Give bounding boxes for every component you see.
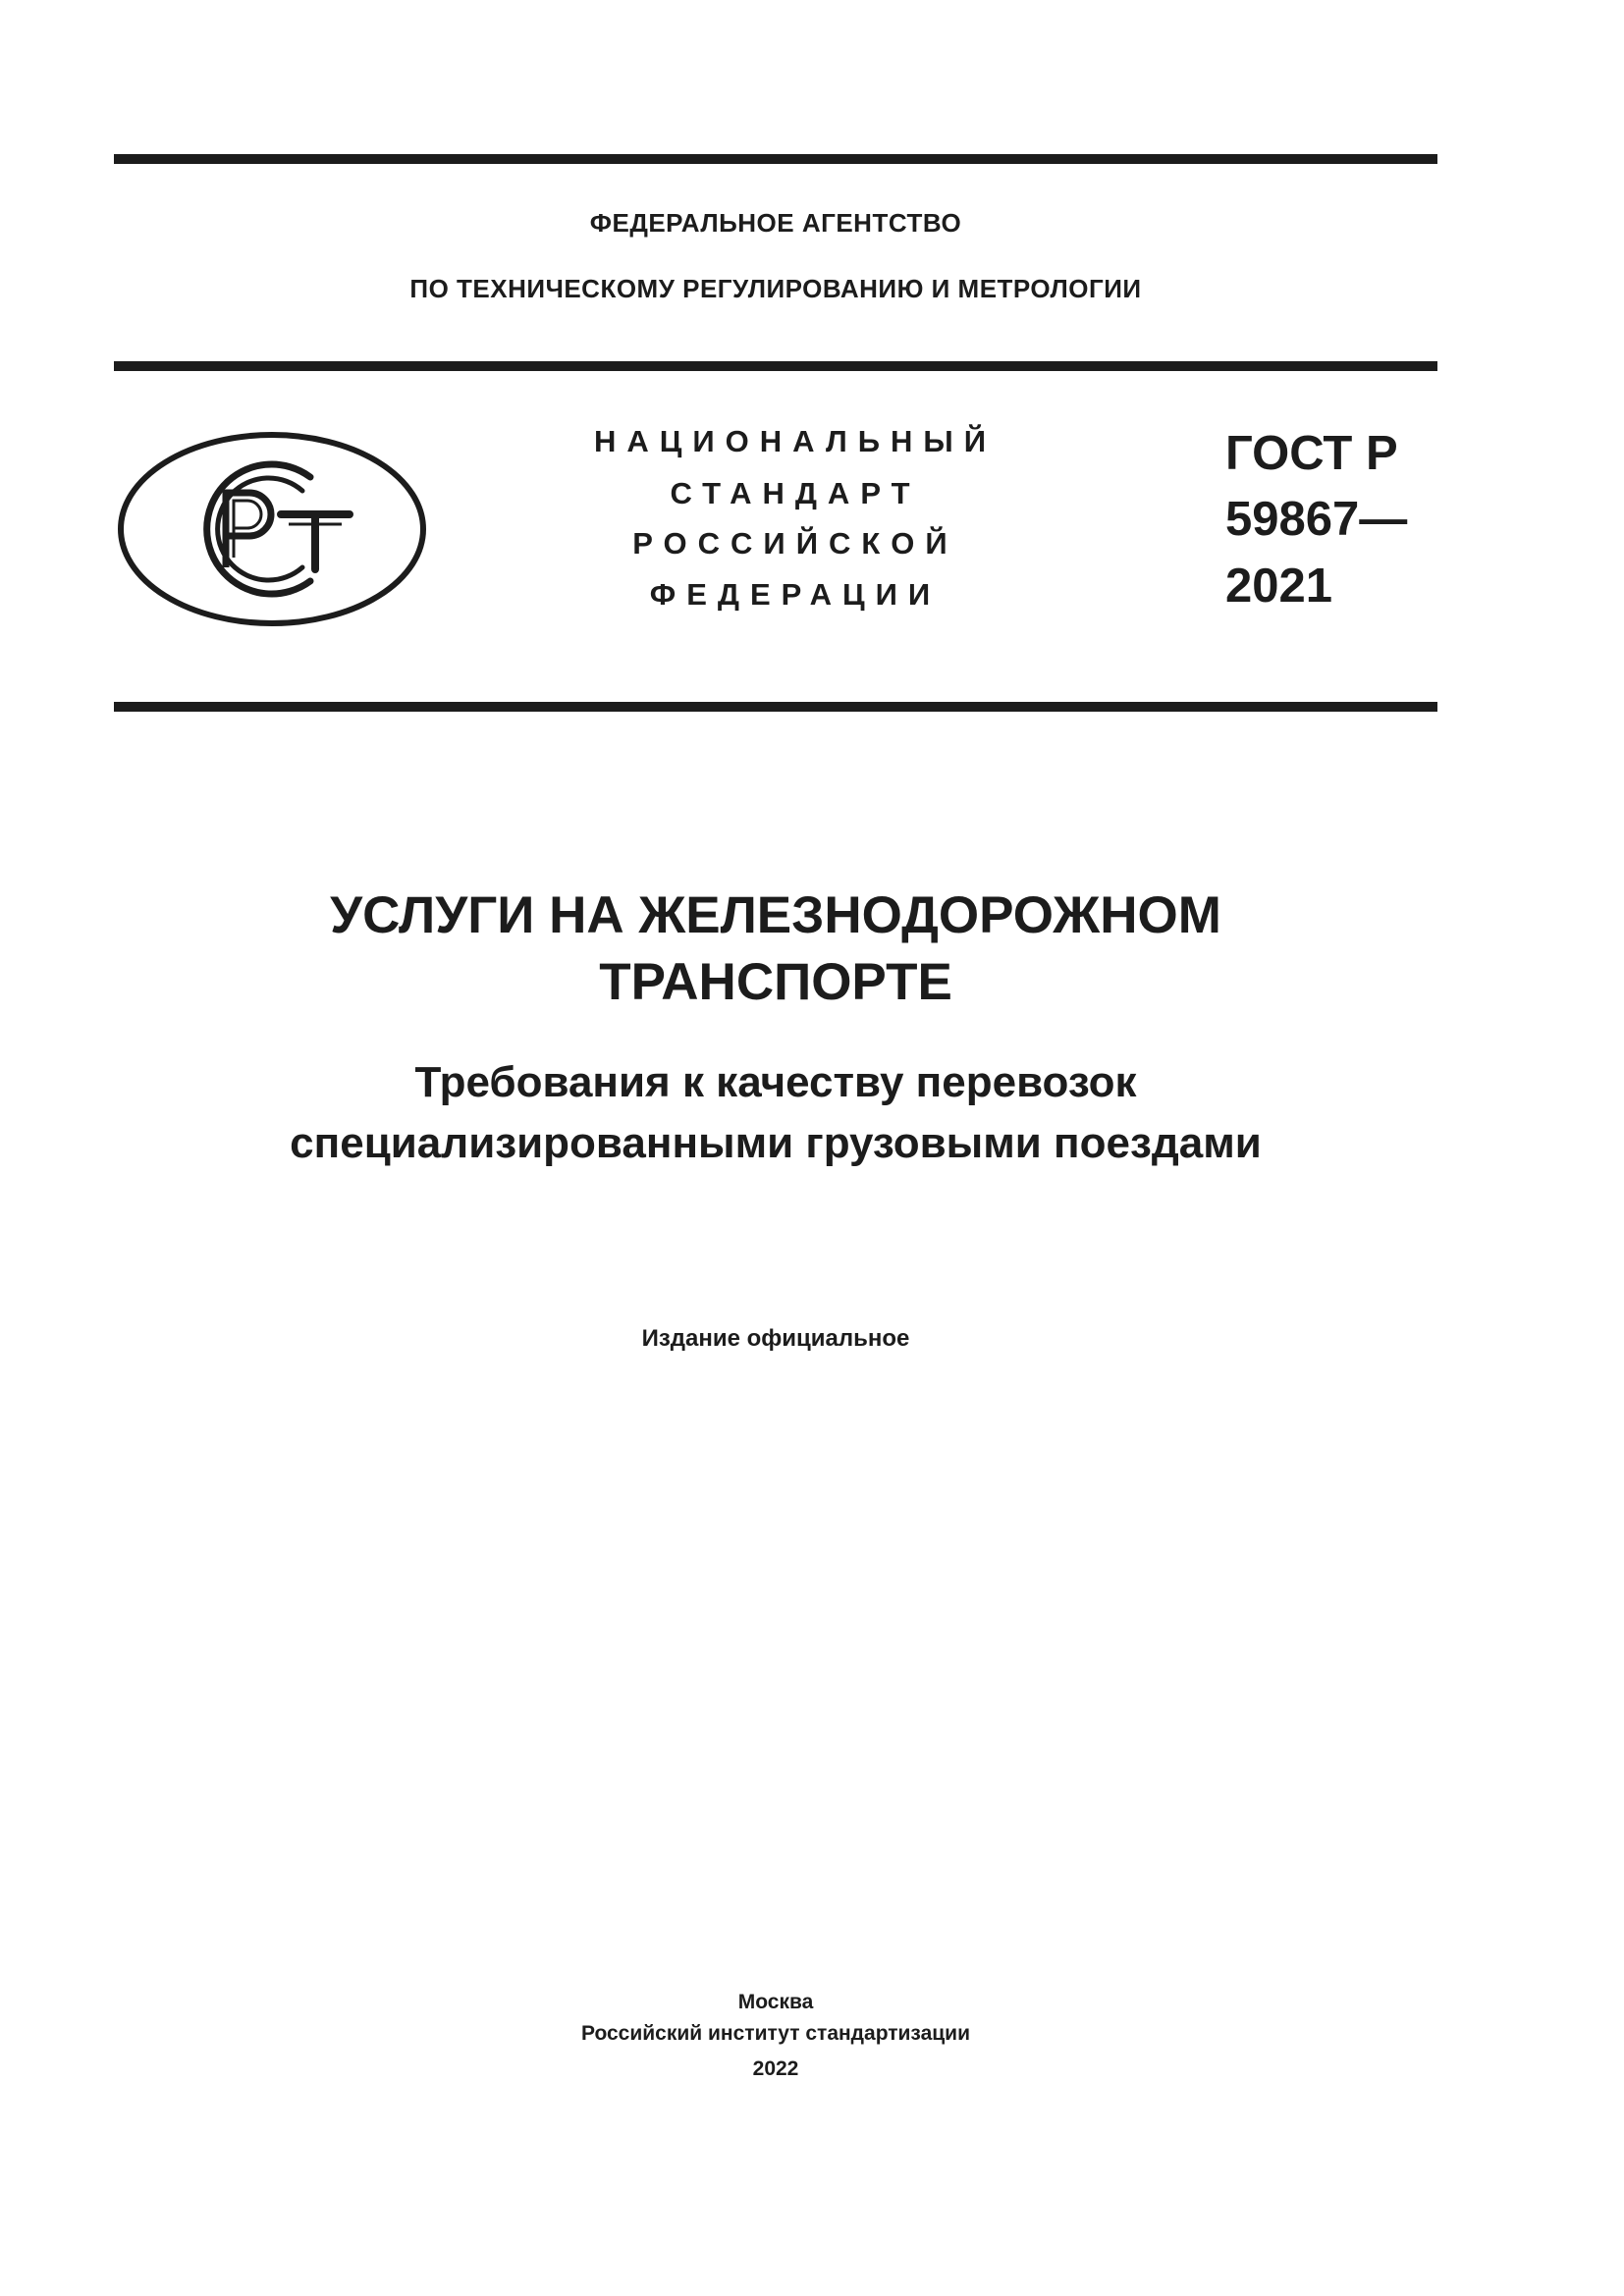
subtitle-line-1: Требования к качеству перевозок (414, 1058, 1137, 1106)
imprint-year: 2022 (752, 2057, 799, 2080)
top-rule (114, 154, 1437, 164)
standard-line-2: СТАНДАРТ (670, 476, 921, 510)
header-rule (114, 361, 1437, 371)
standard-line-3: РОССИЙСКОЙ (632, 526, 958, 561)
edition-note: Издание официальное (641, 1325, 910, 1352)
title-line-1: УСЛУГИ НА ЖЕЛЕЗНОДОРОЖНОМ (330, 886, 1221, 944)
subtitle-line-2: специализированными грузовыми поездами (290, 1119, 1262, 1167)
title-line-2: ТРАНСПОРТЕ (599, 953, 952, 1011)
standard-line-4: ФЕДЕРАЦИИ (649, 577, 942, 612)
designation-line-3: 2021 (1225, 560, 1333, 613)
designation-rule (114, 702, 1437, 712)
designation-line-1: ГОСТ Р (1225, 427, 1398, 480)
agency-line-1: ФЕДЕРАЛЬНОЕ АГЕНТСТВО (589, 208, 962, 238)
agency-line-2: ПО ТЕХНИЧЕСКОМУ РЕГУЛИРОВАНИЮ И МЕТРОЛОГИИ (409, 274, 1142, 303)
standard-line-1: НАЦИОНАЛЬНЫЙ (593, 424, 998, 458)
designation-line-2: 59867— (1225, 493, 1408, 546)
rst-certification-logo-icon (116, 430, 428, 628)
imprint-city: Москва (737, 1991, 814, 2013)
imprint-publisher: Российский институт стандартизации (580, 2022, 971, 2045)
